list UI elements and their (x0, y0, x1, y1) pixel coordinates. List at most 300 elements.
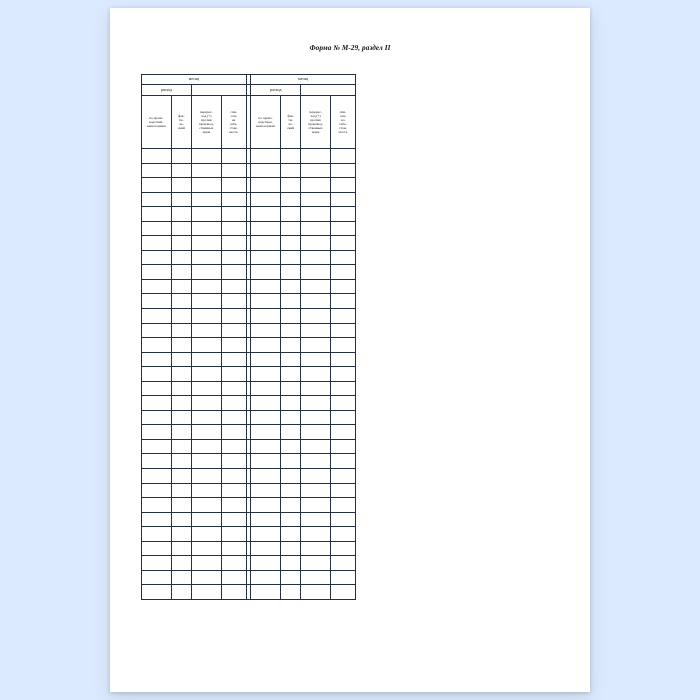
table-cell-empty[interactable] (330, 367, 355, 382)
table-cell-empty[interactable] (142, 309, 172, 324)
table-cell-empty[interactable] (280, 207, 300, 222)
table-cell-empty[interactable] (280, 294, 300, 309)
table-cell-empty[interactable] (330, 352, 355, 367)
table-cell-empty[interactable] (301, 265, 331, 280)
table-cell-empty[interactable] (142, 512, 172, 527)
table-cell-empty[interactable] (171, 541, 191, 556)
table-row[interactable] (142, 512, 356, 527)
table-cell-empty[interactable] (301, 221, 331, 236)
header-text-line: мость (229, 130, 239, 135)
header-text-line: ным нормам (256, 124, 275, 129)
table-cell-empty[interactable] (251, 381, 281, 396)
table-cell-empty[interactable] (171, 221, 191, 236)
table-cell-empty[interactable] (301, 294, 331, 309)
form-table-container (141, 74, 356, 600)
table-cell-empty[interactable] (251, 221, 281, 236)
table-cell-empty[interactable] (142, 265, 172, 280)
table-cell-empty[interactable] (251, 396, 281, 411)
table-cell-empty[interactable] (171, 512, 191, 527)
table-cell-empty[interactable] (330, 439, 355, 454)
table-cell-empty[interactable] (221, 527, 246, 542)
header-text-line: ти- (288, 117, 293, 122)
table-cell-empty[interactable] (280, 469, 300, 484)
table-cell-empty[interactable] (301, 527, 331, 542)
table-cell-empty[interactable] (301, 410, 331, 425)
header-text-line: водствен- (149, 119, 164, 124)
group-header-rashod: расход (251, 85, 301, 96)
table-cell-empty[interactable] (280, 163, 300, 178)
table-cell-empty[interactable] (171, 279, 191, 294)
table-cell-empty[interactable] (192, 178, 222, 193)
table-cell-empty[interactable] (280, 352, 300, 367)
table-cell-empty[interactable] (330, 556, 355, 571)
table-cell-empty[interactable] (301, 309, 331, 324)
table-cell-empty[interactable] (192, 250, 222, 265)
header-text-line: себе- (339, 122, 347, 126)
table-cell-empty[interactable] (251, 585, 281, 600)
table-cell-empty[interactable] (280, 454, 300, 469)
table-cell-empty[interactable] (330, 585, 355, 600)
header-text-line: норм (311, 130, 320, 135)
table-cell-empty[interactable] (280, 309, 300, 324)
table-row[interactable] (142, 454, 356, 469)
table-cell-empty[interactable] (221, 338, 246, 353)
column-header-po-normam (251, 96, 281, 149)
table-cell-empty[interactable] (280, 410, 300, 425)
table-cell-empty[interactable] (221, 410, 246, 425)
table-cell-empty[interactable] (171, 469, 191, 484)
table-cell-empty[interactable] (142, 396, 172, 411)
table-cell-empty[interactable] (280, 570, 300, 585)
table-row[interactable] (142, 279, 356, 294)
table-row[interactable] (142, 149, 356, 164)
table-cell-empty[interactable] (330, 236, 355, 251)
table-cell-empty[interactable] (171, 439, 191, 454)
table-cell-empty[interactable] (171, 352, 191, 367)
table-row[interactable] (142, 410, 356, 425)
table-row[interactable] (142, 527, 356, 542)
table-cell-empty[interactable] (221, 250, 246, 265)
table-cell-empty[interactable] (192, 265, 222, 280)
table-cell-empty[interactable] (171, 338, 191, 353)
table-cell-empty[interactable] (251, 367, 281, 382)
table-cell-empty[interactable] (192, 396, 222, 411)
table-cell-empty[interactable] (171, 309, 191, 324)
table-cell-empty[interactable] (280, 527, 300, 542)
table-row[interactable] (142, 570, 356, 585)
table-cell-empty[interactable] (301, 454, 331, 469)
table-row[interactable] (142, 439, 356, 454)
table-cell-empty[interactable] (192, 570, 222, 585)
table-cell-empty[interactable] (280, 367, 300, 382)
table-cell-empty[interactable] (221, 396, 246, 411)
table-cell-empty[interactable] (301, 323, 331, 338)
table-cell-empty[interactable] (251, 556, 281, 571)
table-cell-empty[interactable] (280, 585, 300, 600)
table-cell-empty[interactable] (251, 279, 281, 294)
table-cell-empty[interactable] (301, 512, 331, 527)
table-cell-empty[interactable] (301, 396, 331, 411)
table-cell-empty[interactable] (330, 279, 355, 294)
table-cell-empty[interactable] (330, 149, 355, 164)
table-cell-empty[interactable] (280, 192, 300, 207)
table-row[interactable] (142, 396, 356, 411)
table-cell-empty[interactable] (142, 323, 172, 338)
table-cell-empty[interactable] (251, 483, 281, 498)
table-cell-empty[interactable] (251, 265, 281, 280)
table-cell-empty[interactable] (221, 512, 246, 527)
table-cell-empty[interactable] (301, 178, 331, 193)
table-cell-empty[interactable] (301, 367, 331, 382)
table-cell-empty[interactable] (301, 439, 331, 454)
table-cell-empty[interactable] (251, 338, 281, 353)
table-cell-empty[interactable] (301, 469, 331, 484)
table-cell-empty[interactable] (142, 279, 172, 294)
table-cell-empty[interactable] (330, 541, 355, 556)
table-cell-empty[interactable] (142, 352, 172, 367)
table-cell-empty[interactable] (221, 265, 246, 280)
table-cell-empty[interactable] (301, 483, 331, 498)
table-row[interactable] (142, 541, 356, 556)
table-cell-empty[interactable] (280, 221, 300, 236)
table-row[interactable] (142, 192, 356, 207)
table-cell-empty[interactable] (330, 250, 355, 265)
table-cell-empty[interactable] (330, 323, 355, 338)
table-cell-empty[interactable] (330, 512, 355, 527)
table-cell-empty[interactable] (251, 323, 281, 338)
table-cell-empty[interactable] (301, 425, 331, 440)
table-cell-empty[interactable] (192, 454, 222, 469)
table-row[interactable] (142, 469, 356, 484)
table-cell-empty[interactable] (301, 250, 331, 265)
table-cell-empty[interactable] (142, 570, 172, 585)
table-cell-empty[interactable] (301, 352, 331, 367)
table-cell-empty[interactable] (301, 585, 331, 600)
table-cell-empty[interactable] (171, 163, 191, 178)
table-cell-empty[interactable] (192, 367, 222, 382)
table-cell-empty[interactable] (301, 207, 331, 222)
table-cell-empty[interactable] (251, 352, 281, 367)
table-cell-empty[interactable] (330, 483, 355, 498)
table-cell-empty[interactable] (301, 498, 331, 513)
table-cell-empty[interactable] (192, 294, 222, 309)
table-cell-empty[interactable] (192, 483, 222, 498)
table-row[interactable] (142, 265, 356, 280)
table-row[interactable] (142, 425, 356, 440)
table-row[interactable] (142, 585, 356, 600)
table-row[interactable] (142, 352, 356, 367)
table-cell-empty[interactable] (251, 207, 281, 222)
table-cell-empty[interactable] (142, 410, 172, 425)
table-cell-empty[interactable] (330, 469, 355, 484)
table-cell-empty[interactable] (301, 570, 331, 585)
table-row[interactable] (142, 294, 356, 309)
table-cell-empty[interactable] (221, 323, 246, 338)
table-cell-empty[interactable] (251, 163, 281, 178)
table-cell-empty[interactable] (221, 236, 246, 251)
table-cell-empty[interactable] (221, 381, 246, 396)
table-cell-empty[interactable] (192, 556, 222, 571)
table-cell-empty[interactable] (221, 149, 246, 164)
table-row[interactable] (142, 163, 356, 178)
table-cell-empty[interactable] (280, 425, 300, 440)
table-cell-empty[interactable] (330, 570, 355, 585)
table-cell-empty[interactable] (221, 221, 246, 236)
table-cell-empty[interactable] (251, 469, 281, 484)
table-cell-empty[interactable] (142, 367, 172, 382)
table-cell-empty[interactable] (280, 279, 300, 294)
table-cell-empty[interactable] (192, 163, 222, 178)
table-cell-empty[interactable] (251, 178, 281, 193)
table-cell-empty[interactable] (221, 585, 246, 600)
table-cell-empty[interactable] (221, 279, 246, 294)
table-cell-empty[interactable] (171, 265, 191, 280)
table-cell-empty[interactable] (330, 207, 355, 222)
month-header-left: месяц (142, 75, 247, 85)
table-cell-empty[interactable] (171, 250, 191, 265)
table-cell-empty[interactable] (171, 207, 191, 222)
table-cell-empty[interactable] (192, 192, 222, 207)
table-cell-empty[interactable] (330, 527, 355, 542)
table-cell-empty[interactable] (280, 498, 300, 513)
table-cell-empty[interactable] (251, 541, 281, 556)
table-cell-empty[interactable] (142, 454, 172, 469)
table-row[interactable] (142, 207, 356, 222)
table-cell-empty[interactable] (142, 236, 172, 251)
table-cell-empty[interactable] (142, 178, 172, 193)
table-cell-empty[interactable] (330, 454, 355, 469)
table-cell-empty[interactable] (192, 541, 222, 556)
table-cell-empty[interactable] (142, 250, 172, 265)
table-cell-empty[interactable] (251, 498, 281, 513)
table-cell-empty[interactable] (221, 483, 246, 498)
table-cell-empty[interactable] (171, 527, 191, 542)
table-cell-empty[interactable] (280, 338, 300, 353)
table-cell-empty[interactable] (280, 396, 300, 411)
table-cell-empty[interactable] (221, 425, 246, 440)
header-text-line: сать (230, 113, 237, 118)
table-cell-empty[interactable] (142, 207, 172, 222)
table-cell-empty[interactable] (142, 483, 172, 498)
table-cell-empty[interactable] (192, 381, 222, 396)
table-cell-empty[interactable] (280, 250, 300, 265)
table-cell-empty[interactable] (221, 556, 246, 571)
table-cell-empty[interactable] (221, 192, 246, 207)
table-cell-empty[interactable] (142, 556, 172, 571)
table-cell-empty[interactable] (192, 410, 222, 425)
table-cell-empty[interactable] (301, 381, 331, 396)
table-cell-empty[interactable] (251, 309, 281, 324)
table-cell-empty[interactable] (192, 323, 222, 338)
table-cell-empty[interactable] (280, 381, 300, 396)
table-cell-empty[interactable] (171, 381, 191, 396)
table-row[interactable] (142, 309, 356, 324)
table-cell-empty[interactable] (221, 163, 246, 178)
table-cell-empty[interactable] (221, 541, 246, 556)
table-cell-empty[interactable] (142, 221, 172, 236)
table-cell-empty[interactable] (251, 250, 281, 265)
table-row[interactable] (142, 367, 356, 382)
table-cell-empty[interactable] (171, 323, 191, 338)
table-cell-empty[interactable] (301, 163, 331, 178)
table-cell-empty[interactable] (221, 294, 246, 309)
table-cell-empty[interactable] (171, 192, 191, 207)
table-row-column-headers (142, 96, 356, 149)
table-row[interactable] (142, 381, 356, 396)
table-cell-empty[interactable] (280, 439, 300, 454)
table-cell-empty[interactable] (192, 425, 222, 440)
table-cell-empty[interactable] (280, 149, 300, 164)
table-cell-empty[interactable] (330, 192, 355, 207)
table-cell-empty[interactable] (142, 498, 172, 513)
table-cell-empty[interactable] (192, 279, 222, 294)
table-cell-empty[interactable] (221, 178, 246, 193)
table-cell-empty[interactable] (330, 425, 355, 440)
table-cell-empty[interactable] (192, 498, 222, 513)
table-cell-empty[interactable] (142, 541, 172, 556)
table-cell-empty[interactable] (171, 425, 191, 440)
table-cell-empty[interactable] (330, 309, 355, 324)
table-cell-empty[interactable] (142, 338, 172, 353)
table-cell-empty[interactable] (221, 352, 246, 367)
table-row[interactable] (142, 250, 356, 265)
table-cell-empty[interactable] (192, 236, 222, 251)
table-cell-empty[interactable] (251, 454, 281, 469)
month-header-right: месяц (251, 75, 356, 85)
table-row[interactable] (142, 556, 356, 571)
table-cell-empty[interactable] (330, 396, 355, 411)
table-cell-empty[interactable] (301, 192, 331, 207)
table-cell-empty[interactable] (251, 149, 281, 164)
table-cell-empty[interactable] (280, 512, 300, 527)
table-cell-empty[interactable] (251, 236, 281, 251)
table-cell-empty[interactable] (192, 585, 222, 600)
table-cell-empty[interactable] (142, 585, 172, 600)
table-cell-empty[interactable] (221, 498, 246, 513)
table-cell-empty[interactable] (330, 178, 355, 193)
header-text-line: фак- (287, 113, 294, 118)
table-row[interactable] (142, 221, 356, 236)
header-text-line: производ- (198, 122, 214, 126)
header-text-line: перерас- (309, 109, 322, 114)
table-cell-empty[interactable] (192, 469, 222, 484)
table-cell-empty[interactable] (171, 410, 191, 425)
table-cell-empty[interactable] (330, 498, 355, 513)
table-cell-empty[interactable] (330, 294, 355, 309)
table-cell-empty[interactable] (221, 469, 246, 484)
table-cell-empty[interactable] (251, 410, 281, 425)
table-cell-empty[interactable] (221, 367, 246, 382)
table-cell-empty[interactable] (251, 512, 281, 527)
table-cell-empty[interactable] (192, 207, 222, 222)
table-cell-empty[interactable] (280, 483, 300, 498)
table-cell-empty[interactable] (330, 163, 355, 178)
table-cell-empty[interactable] (280, 265, 300, 280)
table-cell-empty[interactable] (221, 207, 246, 222)
table-cell-empty[interactable] (251, 294, 281, 309)
table-cell-empty[interactable] (301, 236, 331, 251)
table-cell-empty[interactable] (171, 149, 191, 164)
table-cell-empty[interactable] (192, 309, 222, 324)
table-row[interactable] (142, 338, 356, 353)
table-row[interactable] (142, 323, 356, 338)
header-text-line: ным нормам (146, 124, 166, 129)
table-cell-empty[interactable] (301, 338, 331, 353)
table-cell-empty[interactable] (301, 541, 331, 556)
table-cell-empty[interactable] (142, 192, 172, 207)
table-cell-empty[interactable] (330, 265, 355, 280)
table-cell-empty[interactable] (330, 410, 355, 425)
table-cell-empty[interactable] (251, 439, 281, 454)
table-cell-empty[interactable] (142, 527, 172, 542)
table-cell-empty[interactable] (142, 149, 172, 164)
table-cell-empty[interactable] (192, 512, 222, 527)
table-cell-empty[interactable] (221, 454, 246, 469)
table-cell-empty[interactable] (171, 236, 191, 251)
table-cell-empty[interactable] (171, 483, 191, 498)
table-cell-empty[interactable] (330, 381, 355, 396)
table-cell-empty[interactable] (142, 381, 172, 396)
table-cell-empty[interactable] (171, 178, 191, 193)
table-cell-empty[interactable] (192, 338, 222, 353)
table-cell-empty[interactable] (142, 425, 172, 440)
table-cell-empty[interactable] (192, 221, 222, 236)
table-cell-empty[interactable] (301, 149, 331, 164)
table-cell-empty[interactable] (280, 323, 300, 338)
table-cell-empty[interactable] (142, 294, 172, 309)
header-text-line: сать (339, 113, 347, 118)
table-cell-empty[interactable] (142, 163, 172, 178)
table-cell-empty[interactable] (171, 367, 191, 382)
table-cell-empty[interactable] (192, 439, 222, 454)
table-cell-empty[interactable] (280, 556, 300, 571)
table-cell-empty[interactable] (142, 469, 172, 484)
group-header-ekonomia-spacer (192, 85, 247, 96)
table-cell-empty[interactable] (221, 570, 246, 585)
table-cell-empty[interactable] (330, 221, 355, 236)
table-cell-empty[interactable] (171, 556, 191, 571)
table-cell-empty[interactable] (192, 352, 222, 367)
table-cell-empty[interactable] (251, 570, 281, 585)
table-cell-empty[interactable] (280, 541, 300, 556)
table-cell-empty[interactable] (221, 309, 246, 324)
header-text-line: ственных (199, 126, 214, 131)
table-row[interactable] (142, 178, 356, 193)
table-cell-empty[interactable] (171, 294, 191, 309)
table-cell-empty[interactable] (251, 192, 281, 207)
table-cell-empty[interactable] (171, 498, 191, 513)
table-cell-empty[interactable] (192, 149, 222, 164)
table-cell-empty[interactable] (280, 236, 300, 251)
header-text-line: себе- (229, 122, 238, 126)
table-cell-empty[interactable] (171, 570, 191, 585)
table-row[interactable] (142, 498, 356, 513)
table-cell-empty[interactable] (171, 454, 191, 469)
table-cell-empty[interactable] (142, 439, 172, 454)
table-cell-empty[interactable] (171, 585, 191, 600)
table-row[interactable] (142, 236, 356, 251)
table-cell-empty[interactable] (301, 556, 331, 571)
table-cell-empty[interactable] (221, 439, 246, 454)
table-cell-empty[interactable] (192, 527, 222, 542)
table-row[interactable] (142, 483, 356, 498)
table-cell-empty[interactable] (301, 279, 331, 294)
table-cell-empty[interactable] (251, 425, 281, 440)
table-cell-empty[interactable] (251, 527, 281, 542)
table-cell-empty[interactable] (330, 338, 355, 353)
table-cell-empty[interactable] (280, 178, 300, 193)
table-cell-empty[interactable] (171, 396, 191, 411)
